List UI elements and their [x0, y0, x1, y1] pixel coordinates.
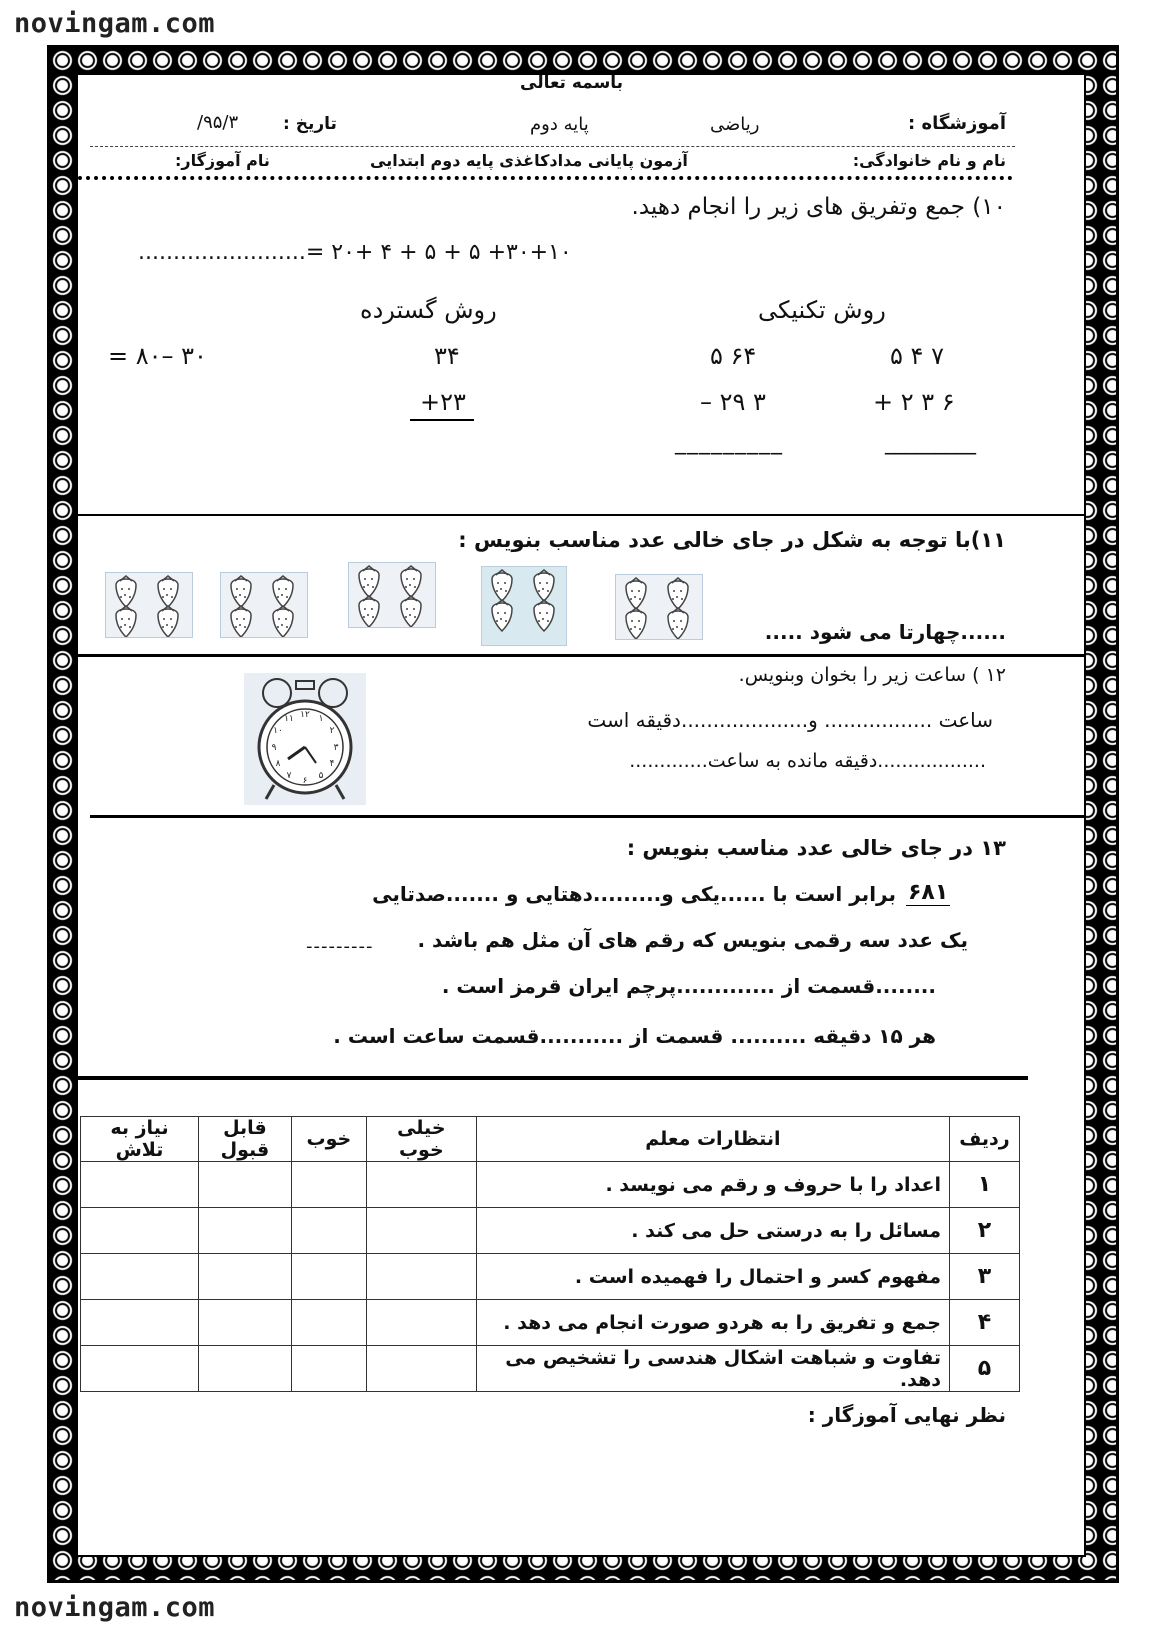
method-expanded-label: روش گسترده [360, 296, 497, 324]
row-number: ۲ [950, 1208, 1020, 1254]
svg-text:۱: ۱ [318, 714, 324, 724]
strawberry-group [348, 562, 436, 628]
cell-needs-effort[interactable] [81, 1300, 199, 1346]
q13-divider [78, 1076, 1028, 1080]
cell-good[interactable] [291, 1300, 366, 1346]
strawberry-group [220, 572, 308, 638]
strawberry-group [105, 572, 193, 638]
expanded-bottom-number: +۲۳ [420, 388, 466, 416]
row-description: مفهوم کسر و احتمال را فهمیده است . [476, 1254, 949, 1300]
date-label: تاریخ : [283, 114, 337, 134]
tech2-top-number: ۷ ۴ ۵ [890, 342, 944, 370]
q12-title: ۱۲ ) ساعت زیر را بخوان وبنویس. [738, 664, 1006, 686]
header-very-good: خیلی خوب [366, 1117, 476, 1162]
row-number: ۳ [950, 1254, 1020, 1300]
tech2-bottom-number: + ۲ ۳ ۶ [873, 388, 955, 416]
clock-icon [244, 673, 366, 805]
watermark-bottom: novingam.com [14, 1592, 216, 1623]
table-row [81, 1208, 1020, 1254]
table-row [81, 1162, 1020, 1208]
q13-line3: ........قسمت از .............پرچم ایران قرمز است . [441, 974, 936, 998]
row-number: ۱ [950, 1162, 1020, 1208]
header-acceptable: قابل قبول [198, 1117, 291, 1162]
row-description: تفاوت و شباهت اشکال هندسی را تشخیص می دهد. [476, 1346, 949, 1392]
svg-text:۸: ۸ [275, 759, 281, 769]
row-number: ۴ [950, 1300, 1020, 1346]
cell-needs-effort[interactable] [81, 1208, 199, 1254]
cell-acceptable[interactable] [198, 1300, 291, 1346]
q10-sum-expression: ........................= ۲۰+ ۴ + ۵ + ۵ +۳۰+۱۰ [138, 240, 572, 265]
header-row-number: ردیف [950, 1117, 1020, 1162]
tech1-bottom-number: – ۲۹ ۳ [700, 388, 766, 416]
subtraction-expression: = ۸۰– ۳۰ [108, 342, 207, 370]
table-row [81, 1346, 1020, 1392]
svg-text:۱۲: ۱۲ [300, 710, 310, 720]
teacher-evaluation-table [80, 1116, 1020, 1392]
q11-title: ۱۱)با توجه به شکل در جای خالی عدد مناسب بنویس : [458, 528, 1006, 552]
tech1-answer-line: _________ [675, 430, 783, 455]
svg-text:۵: ۵ [318, 771, 324, 781]
header-dotted-divider [78, 176, 1013, 180]
header-needs-effort: نیاز به تلاش [81, 1117, 199, 1162]
school-label: آموزشگاه : [908, 113, 1006, 134]
header-good: خوب [291, 1117, 366, 1162]
svg-text:۴: ۴ [329, 759, 335, 769]
row-description: جمع و تفریق را به هردو صورت انجام می دهد . [476, 1300, 949, 1346]
cell-very-good[interactable] [366, 1162, 476, 1208]
q13-line2: یک عدد سه رقمی بنویس که رقم های آن مثل هم باشد . [417, 928, 968, 952]
cell-needs-effort[interactable] [81, 1254, 199, 1300]
basmala: باسمه تعالی [520, 73, 624, 93]
date-value: ۹۵/۳/ [197, 112, 239, 133]
final-teacher-comment: نظر نهایی آموزگار : [807, 1403, 1006, 1427]
table-header-row [81, 1117, 1020, 1162]
svg-text:۷: ۷ [286, 771, 292, 781]
cell-good[interactable] [291, 1254, 366, 1300]
q10-title: ۱۰) جمع وتفریق های زیر را انجام دهید. [631, 194, 1006, 220]
grade: پایه دوم [530, 114, 589, 135]
cell-needs-effort[interactable] [81, 1162, 199, 1208]
cell-needs-effort[interactable] [81, 1346, 199, 1392]
cell-good[interactable] [291, 1208, 366, 1254]
svg-text:۱۰: ۱۰ [273, 726, 283, 736]
table-row [81, 1300, 1020, 1346]
teacher-name-label: نام آموزگار: [175, 151, 270, 170]
svg-text:۱۱: ۱۱ [284, 714, 294, 724]
q10-divider [78, 514, 1086, 516]
watermark-top: novingam.com [14, 8, 216, 39]
strawberry-group [481, 566, 567, 646]
strawberry-group [615, 574, 703, 640]
cell-good[interactable] [291, 1346, 366, 1392]
q13-line2-blank: --------- [306, 936, 374, 957]
cell-very-good[interactable] [366, 1254, 476, 1300]
cell-very-good[interactable] [366, 1346, 476, 1392]
q11-divider [78, 654, 1086, 657]
subject: ریاضی [710, 114, 760, 135]
q12-line1: ساعت ................. و....................دقیقه است [587, 708, 993, 732]
student-name-label: نام و نام خانوادگی: [852, 151, 1006, 170]
tech1-top-number: ۶۴ ۵ [710, 342, 757, 370]
row-number: ۵ [950, 1346, 1020, 1392]
cell-acceptable[interactable] [198, 1208, 291, 1254]
expanded-underline [410, 419, 474, 421]
alarm-clock-image [244, 673, 366, 805]
header-expectations: انتظارات معلم [476, 1117, 949, 1162]
exam-title: آزمون پایانی مدادکاغذی پایه دوم ابتدایی [370, 151, 688, 170]
q13-title: ۱۳ در جای خالی عدد مناسب بنویس : [626, 836, 1006, 860]
cell-good[interactable] [291, 1162, 366, 1208]
svg-text:۹: ۹ [271, 743, 277, 753]
method-technical-label: روش تکنیکی [758, 296, 886, 324]
table-row [81, 1254, 1020, 1300]
q12-line2: ..................دقیقه مانده به ساعت............. [629, 750, 986, 772]
cell-very-good[interactable] [366, 1300, 476, 1346]
q12-divider [90, 815, 1086, 818]
cell-very-good[interactable] [366, 1208, 476, 1254]
tech2-answer-line: _________ [885, 430, 975, 455]
cell-acceptable[interactable] [198, 1346, 291, 1392]
svg-text:۶: ۶ [302, 776, 308, 786]
row-description: مسائل را به درستی حل می کند . [476, 1208, 949, 1254]
expanded-top-number: ۳۴ [434, 342, 460, 370]
cell-acceptable[interactable] [198, 1162, 291, 1208]
q11-answer: ......چهارتا می شود ..... [764, 620, 1006, 644]
cell-acceptable[interactable] [198, 1254, 291, 1300]
svg-text:۲: ۲ [329, 726, 335, 736]
header-dashed-line [90, 146, 1015, 147]
row-description: اعداد را با حروف و رقم می نویسد . [476, 1162, 949, 1208]
q13-number: ۶۸۱ [908, 880, 949, 905]
q13-line4: هر ۱۵ دقیقه .......... قسمت از ...........قسمت ساعت است . [333, 1024, 936, 1048]
q13-line1: برابر است با ......یکی و.........دهتایی و .......صدتایی [372, 882, 896, 906]
svg-text:۳: ۳ [333, 743, 339, 753]
